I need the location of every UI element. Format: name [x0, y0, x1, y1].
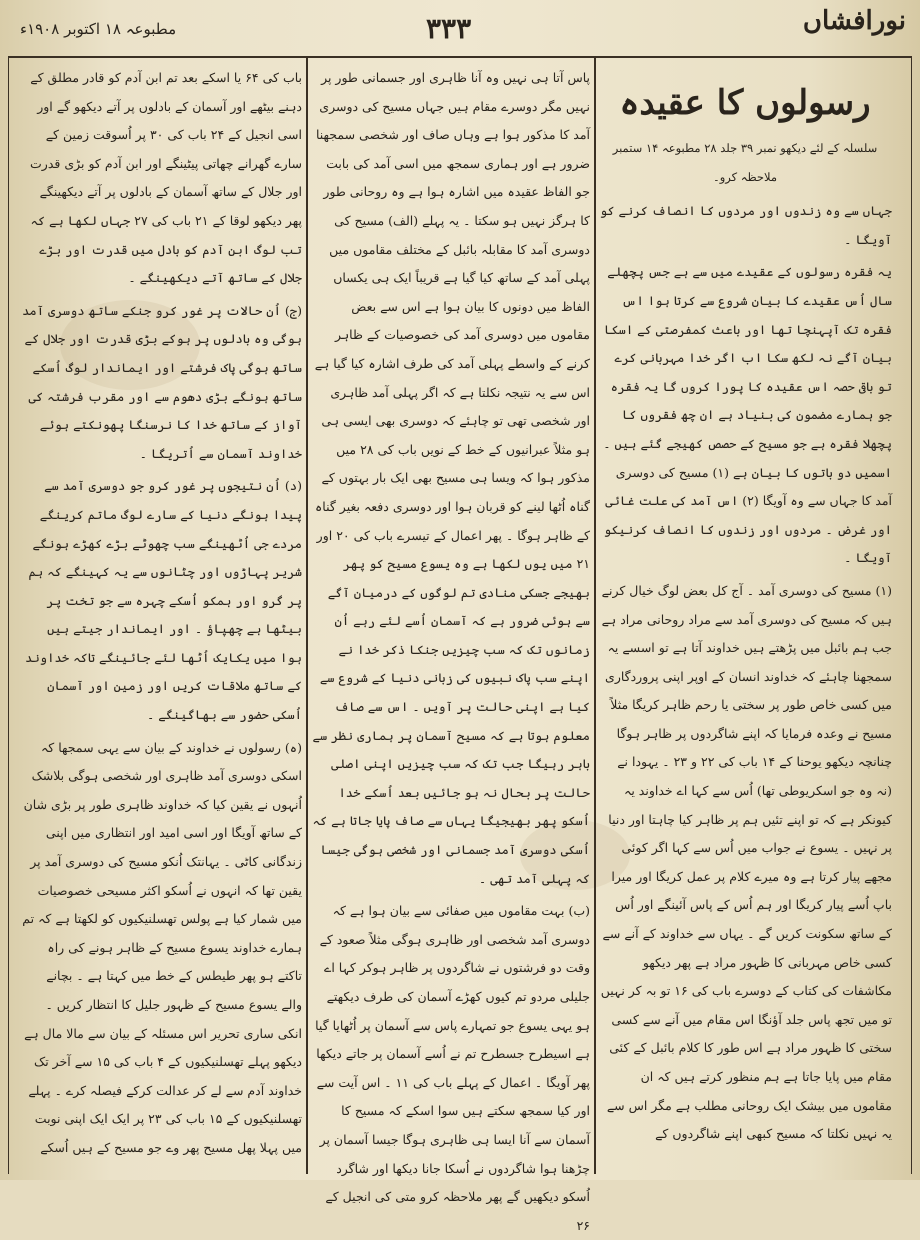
column-left [22, 64, 302, 1170]
paragraph: پاس آتا ہی نہیں وہ آنا ظاہری اور جسمانی طور پر نہیں مگر دوسرے مقام ہیں جہاں مسیح کی دوسری آمد کا مذکور ہوا ہے وہاں صاف اور شخصی سمجھنا ضرور ہے اور ہماری سمجھ میں اسی آمد کی بابت جو الفاظ عقیدہ میں اشارہ ہوا ہے وہ روحانی طور کا ہرگز نہیں ہو سکتا ۔ یہ پہلے (الف) مسیح کی دوسری آمد کا مقابلہ بائبل کے مختلف مقاموں میں پہلی آمد کے ساتھ کیا گیا ہے قریباً ایک ہی یکساں الفاظ میں دونوں کا بیان ہوا ہے اس سے بعض مقاموں میں دوسری آمد کی خصوصیات کے ظاہر کرنے کے واسطے پہلی آمد کی طرف اشارہ کیا گیا ہے اس سے یہ نتیجہ نکلتا ہے کہ اگر پہلی آمد ظاہری اور شخصی تھی تو چاہئے کہ دوسری بھی ایسی ہی ہو مثلاً عبرانیوں کے خط کے نویں باب کی ۲۸ میں مذکور ہوا کہ ویسا ہی مسیح بھی ایک بار بہتوں کے گناہ اُٹھا لینے کو قربان ہوا اور دوسری دفعہ بغیر گناہ کے ظاہر ہوگا ۔ پھر اعمال کے تیسرے باب کی ۲۰ اور ۲۱ میں یوں لکھا ہے وہ یسوع مسیح کو پھر بھیجے جسکی منادی تم لوگوں کے درمیان آگے سے ہوئی ضرور ہے کہ آسمان اُسے لئے رہے اُن زمانوں تک کہ سب چیزیں جنکا ذکر خدا نے اپنے سب پاک نبیوں کی زبانی دنیا کے شروع سے کیا ہے اپنی حالت پر آویں ۔ اس سے صاف معلوم ہوتا ہے کہ مسیح آسمان پر ہماری نظر سے باہر رہیگا جب تک کہ سب چیزیں اپنی اصلی حالت پر بحال نہ ہو جائیں بعد اُسکے خدا اُسکو پھر بھیجیگا یہاں سے صاف پایا جاتا ہے کہ اُسکی دوسری آمد جسمانی اور شخصی ہوگی جیسا کہ پہلی آمد تھی ۔ [312, 70, 590, 886]
column-right [598, 64, 892, 1170]
paragraph: (۱) مسیح کی دوسری آمد ۔ آج کل بعض لوگ خیال کرنے ہیں کہ مسیح کی دوسری آمد سے مراد روحانی مراد ہے جب ہم بائبل میں پڑھتے ہیں خداوند آتا ہے تو اسسے یہ سمجھنا چاہئے کہ خداوند انسان کے اوپر اپنی پروردگاری میں کسی خاص طور پر سختی یا رحم ظاہر کریگا مثلاً مسیح نے وعدہ فرمایا کہ اپنے شاگردوں پر ظاہر ہوگا چنانچہ دیکھو یوحنا کے ۱۴ باب کی ۲۲ و ۲۳ ۔ یہودا نے (نہ وہ جو اسکریوطی تھا) اُس سے کہا اے خداوند یہ کیونکر ہے کہ تو اپنے تئیں ہم پر ظاہر کیا چاہتا اور دنیا پر نہیں ۔ یسوع نے جواب میں اُس سے کہا اگر کوئی مجھے پیار کرتا ہے وہ میرے کلام پر عمل کریگا اور میرا باپ اُسے پیار کریگا اور ہم اُس کے پاس آئینگے اور اُس کے ساتھ سکونت کریں گے ۔ یہاں سے خداوند کے آنے سے کسی خاص مہربانی کا ظہور مراد ہے پھر دیکھو مکاشفات کی کتاب کے دوسرے باب کی ۱۶ تو بہ کر نہیں تو میں تجھ پاس جلد آؤنگا اس مقام میں آنے سے کسی سختی کا ظہور مراد ہے اس طور کا کلام بائبل کے کئی مقام میں پایا جاتا ہے ہم منظور کرتے ہیں کہ ان مقاموں میں بیشک ایک روحانی مطلب ہے مگر اس سے یہ نہیں نکلتا کہ مسیح کبھی اپنے شاگردوں کے [600, 582, 892, 1142]
column-divider [594, 58, 596, 1174]
paragraph: یہ فقرہ رسولوں کے عقیدے میں سے ہے جس پچھلے سال اُس عقیدے کا بیان شروع سے کرتا ہوا اس فقرہ تک آپہنچا تھا اور باعث کمفرصتی کے اسکا بیان آگے نہ لکھ سکا اب اگر خدا مہربانی کرے تو باقی حصہ اس عقیدہ کا پورا کروں گا یہ فقرہ جو ہمارے مضمون کی بنیاد ہے ان چھ فقروں کا پچھلا فقرہ ہے جو مسیح کے حصص کھیجے گئے ہیں ۔ اسمیں دو باتوں کا بیان ہے (۱) مسیح کی دوسری آمد کا جہاں سے وہ آویگا (۲) اس آمد کی علت غائی اور غرض ۔ مردوں اور زندوں کا انصاف کرنیکو آویگا ۔ [603, 264, 892, 566]
paragraph: (ہ) رسولوں نے خداوند کے بیان سے یہی سمجھا کہ اسکی دوسری آمد ظاہری اور شخصی ہوگی بلاشک اُنہوں نے یقین کیا کہ خداوند ظاہری طور پر بڑی شان کے ساتھ آویگا اور اسی امید اور انتظاری میں اپنی زندگانی کاٹی ۔ یہانتک اُنکو مسیح کی دوسری آمد پر یقین تھا کہ انہوں نے اُسکو اکثر مسیحی خصوصیات میں شمار کیا ہے پولس تھسلنیکیوں کو لکھتا ہے کہ تم ہمارے خداوند یسوع مسیح کے ظاہر ہونے کی راہ تاکتے ہو پھر طیطس کے خط میں کہتا ہے ۔ بچانے والے یسوع مسیح کے ظہور جلیل کا انتظار کریں ۔ انکی ساری تحریر اس مسئلہ کے بیان سے مالا مال ہے دیکھو پہلے تھسلنیکیوں کے ۴ باب کی ۱۵ سے آخر تک خداوند آدم سے لے کر عدالت کرکے فیصلہ کرے ۔ پہلے تھسلنیکیوں کے ۱۵ باب کی ۲۳ پر ایک ایک اپنی نوبت میں پہلا پھل مسیح پھر وے جو مسیح کے ہیں اُسکے [22, 739, 302, 1155]
issue-date: مطبوعہ ۱۸ اکتوبر ۱۹۰۸ء [20, 20, 177, 38]
paragraph: (د) اُن نتیجوں پر غور کرو جو دوسری آمد سے پیدا ہونگے دنیا کے سارے لوگ ماتم کرینگے مردے جی اُٹھینگے سب چھوٹے بڑے کھڑے ہونگے شریر پہاڑوں اور چٹانوں سے یہ کہینگے کہ ہم پر گرو اور ہمکو اُسکے چہرہ سے جو تخت پر بیٹھا ہے چھپاؤ ۔ اور ایماندار جیتے ہیں ہوا میں یکایک اُٹھا لئے جائینگے تاکہ خداوند کے ساتھ ملاقات کریں اور زمین اور آسمان اُسکی حضور سے بھاگینگے ۔ [25, 478, 302, 723]
paragraph: (ب) بہت مقاموں میں صفائی سے بیان ہوا ہے کہ دوسری آمد شخصی اور ظاہری ہوگی مثلاً صعود کے وقت دو فرشتوں نے شاگردوں پر ظاہر ہوکر کہا اے جلیلی مردو تم کیوں کھڑے آسمان کی طرف دیکھتے ہو یہی یسوع جو تمہارے پاس سے آسمان پر اُٹھایا گیا ہے اسیطرح جسطرح تم نے اُسے آسمان پر جاتے دیکھا پھر آویگا ۔ اعمال کے پہلے باب کی ۱۱ ۔ اس آیت سے اور کیا سمجھ سکتے ہیں سوا اسکے کہ مسیح کا آسمان سے آنا ایسا ہی ظاہری ہوگا جیسا آسمان پر چڑھنا ہوا شاگردوں نے اُسکا جانا دیکھا اور شاگرد اُسکو دیکھیں گے پھر ملاحظہ کرو متی کی انجیل کے ۲۶ [315, 903, 590, 1233]
paragraph: جہاں سے وہ زندوں اور مردوں کا انصاف کرنے کو آویگا ۔ [599, 203, 892, 247]
page-number: ۳۳۳ [426, 12, 472, 45]
article-title: رسولوں کا عقیدہ [619, 83, 871, 123]
column-middle [312, 64, 590, 1233]
paragraph: باب کی ۶۴ یا اسکے بعد تم ابن آدم کو قادر مطلق کے دہنے بیٹھے اور آسمان کے بادلوں پر آتے دیکھو گے اور اسی انجیل کے ۲۴ باب کی ۳۰ پر اُسوقت زمین کے سارے گھرانے چھاتی پیٹینگے اور ابن آدم کو بڑی قدرت اور جلال کے ساتھ آسمان کے بادلوں پر آتے دیکھینگے پھر دیکھو لوقا کے ۲۱ باب کی ۲۷ جہاں لکھا ہے کہ تب لوگ ابن آدم کو بادل میں قدرت اور بڑے جلال کے ساتھ آتے دیکھینگے ۔ [30, 70, 302, 286]
page-header [8, 6, 912, 58]
masthead: نورافشاں [802, 6, 906, 36]
column-divider [306, 58, 308, 1174]
paragraph: (ج) اُن حالات پر غور کرو جنکے ساتھ دوسری آمد ہوگی وہ بادلوں پر ہوکے بڑی قدرت اور جلال کے ساتھ ہوگی پاک فرشتے اور ایماندار لوگ اُسکے ساتھ ہونگے بڑی دھوم سے اور مقرب فرشتہ کی آواز کے ساتھ خدا کا نرسنگا پھونکتے ہوئے خداوند آسمان سے اُتریگا ۔ [22, 302, 302, 461]
article-intro: سلسلہ کے لئے دیکھو نمبر ۳۹ جلد ۲۸ مطبوعہ ۱۴ ستمبر ملاحظہ کرو۔ [612, 141, 878, 184]
